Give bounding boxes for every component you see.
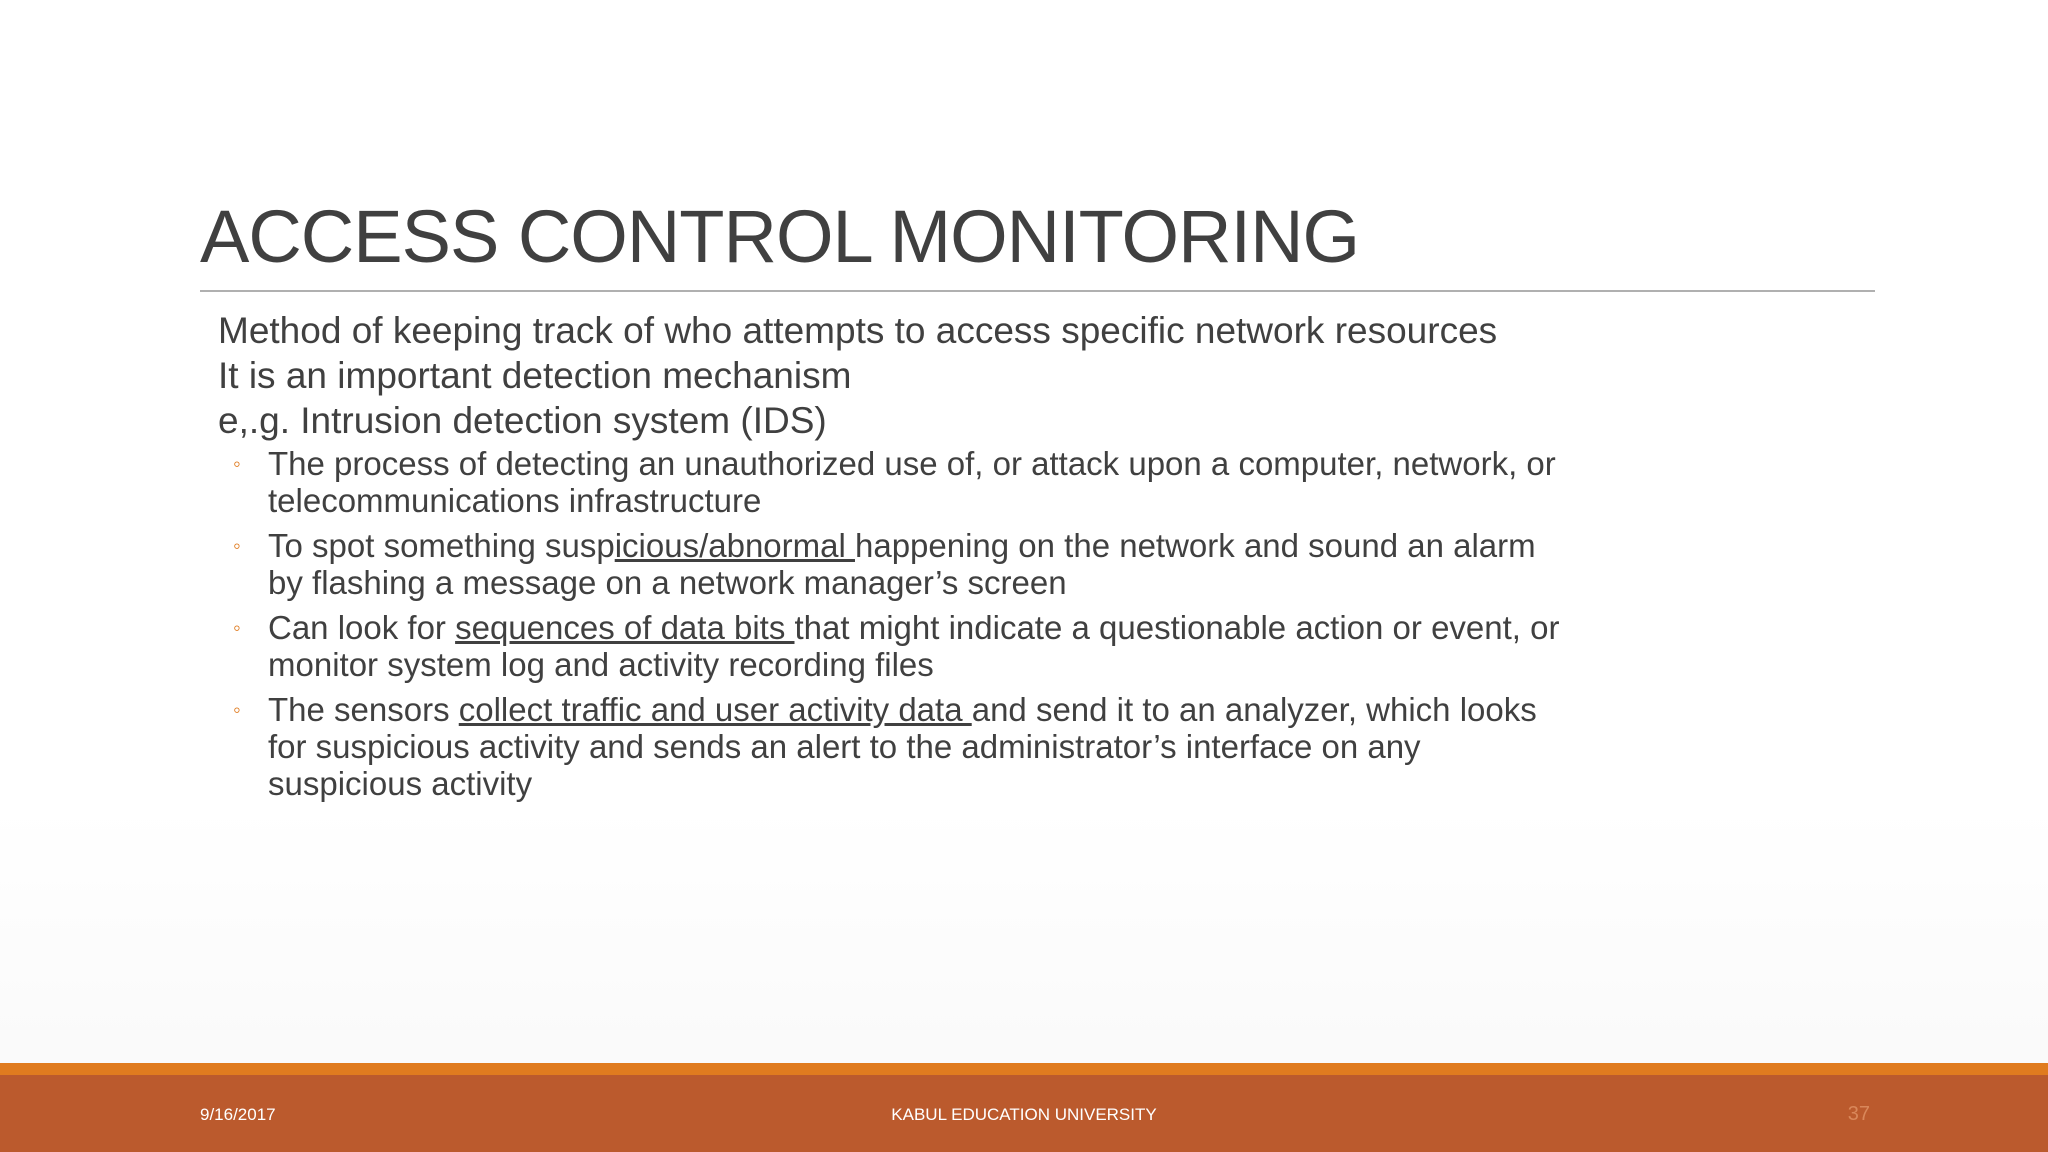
sub-bullet-1 — [218, 445, 1568, 519]
sub-bullet-4 — [218, 691, 1568, 802]
footer-accent-stripe — [0, 1063, 2048, 1075]
sub-bullet-text: The sensors — [268, 691, 459, 728]
point-3: e,.g. Intrusion detection system (IDS) — [218, 400, 827, 441]
sub-bullet-text: To spot something susp — [268, 527, 615, 564]
slide-number: 37 — [1847, 1103, 1870, 1125]
point-2: It is an important detection mechanism — [218, 355, 852, 396]
bullet-circle-icon: ◦ — [233, 451, 241, 476]
slide-title: ACCESS CONTROL MONITORING — [200, 195, 1360, 278]
sub-bullet-list — [218, 445, 1568, 802]
sub-bullet-2 — [218, 527, 1568, 601]
bullet-circle-icon: ◦ — [233, 697, 241, 722]
sub-bullet-text-after: happening on the network and sound an alarm by flashing a message on a network manager’s screen — [268, 527, 1536, 601]
sub-bullet-underlined: collect traffic and user activity data — [458, 691, 972, 728]
bullet-circle-icon: ◦ — [233, 533, 241, 558]
sub-bullet-3 — [218, 609, 1568, 683]
bullet-circle-icon: ◦ — [233, 615, 241, 640]
point-1: Method of keeping track of who attempts to access specific network resources — [218, 310, 1498, 351]
slide-body — [218, 310, 1568, 810]
sub-bullet-text-after: that might indicate a questionable action or event, or monitor system log and activity recording files — [268, 609, 1560, 683]
footer-date: 9/16/2017 — [200, 1105, 276, 1124]
title-divider — [200, 290, 1875, 292]
sub-bullet-text-after: and send it to an analyzer, which looks for suspicious activity and sends an alert to the administrator’s interface on any suspicious activity — [268, 691, 1537, 802]
sub-bullet-underlined: sequences of data bits — [455, 609, 795, 646]
sub-bullet-text: The process of detecting an unauthorized use of, or attack upon a computer, network, or telecommunications infrastructure — [268, 445, 1556, 519]
sub-bullet-underlined: icious/abnormal — [614, 527, 855, 564]
sub-bullet-text: Can look for — [268, 609, 456, 646]
footer-center-text: KABUL EDUCATION UNIVERSITY — [891, 1105, 1157, 1124]
